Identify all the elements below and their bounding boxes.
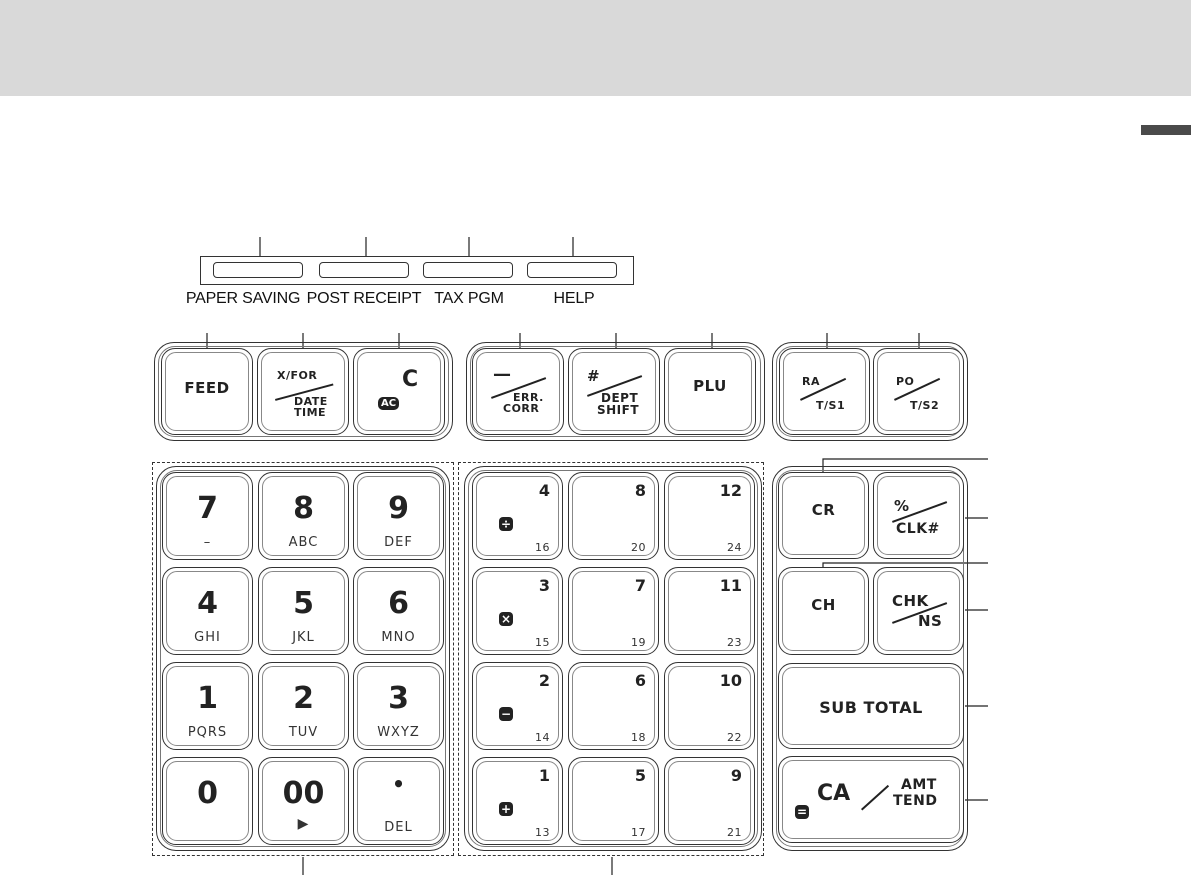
department-shift-number: 18 (631, 731, 646, 744)
dept-label: DEPT (601, 391, 639, 405)
operator-icon: + (500, 802, 512, 816)
operator-icon: ÷ (500, 517, 512, 531)
feed-key[interactable] (161, 348, 253, 435)
tend-label: TEND (893, 793, 938, 809)
numeric-key-9[interactable] (353, 662, 444, 750)
chk-label: CHK (892, 592, 929, 610)
paper-saving-slot[interactable] (213, 262, 303, 278)
department-shift-number: 16 (535, 541, 550, 554)
amt-label: AMT (901, 777, 937, 793)
department-shift-number: 14 (535, 731, 550, 744)
err-label: ERR. (513, 391, 544, 404)
department-key-10[interactable] (472, 757, 563, 845)
numeric-key-3[interactable] (353, 472, 444, 560)
time-label: TIME (294, 406, 327, 419)
post-receipt-label: POST RECEIPT (306, 290, 422, 307)
numeric-key-sub: GHI (194, 630, 221, 645)
department-number: 11 (719, 576, 742, 595)
plu-label: PLU (693, 377, 727, 395)
department-shift-number: 23 (727, 636, 742, 649)
numeric-key-main: 3 (388, 681, 409, 716)
xfor-label: X/FOR (277, 369, 318, 382)
shift-label: SHIFT (597, 403, 640, 417)
cr-label: CR (811, 501, 836, 519)
subtotal-key[interactable] (778, 663, 964, 749)
department-number: 9 (730, 766, 742, 785)
paper-saving-label: PAPER SAVING (185, 290, 301, 307)
numeric-key-sub: PQRS (187, 725, 228, 740)
slot-button-strip (200, 256, 634, 285)
numeric-key-sub: MNO (381, 630, 416, 645)
department-key-4[interactable] (472, 567, 563, 655)
numeric-key-main: 4 (197, 586, 218, 621)
ts1-label: T/S1 (816, 399, 846, 412)
subtotal-label: SUB TOTAL (819, 698, 923, 717)
department-key-12[interactable] (664, 757, 755, 845)
cr-key[interactable] (778, 472, 869, 559)
department-number: 1 (538, 766, 550, 785)
numeric-key-sub: – (203, 535, 212, 550)
tax-pgm-label: TAX PGM (434, 290, 504, 307)
department-shift-number: 17 (631, 826, 646, 839)
department-key-11[interactable] (568, 757, 659, 845)
department-shift-number: 22 (727, 731, 742, 744)
department-number: 7 (634, 576, 646, 595)
department-key-7[interactable] (472, 662, 563, 750)
numeric-key-main: 7 (197, 491, 218, 526)
clear-label: C (402, 367, 419, 392)
date-label: DATE (294, 395, 328, 408)
key-divider (861, 785, 889, 810)
po-label: PO (896, 375, 915, 388)
numeric-key-8[interactable] (258, 662, 349, 750)
ns-label: NS (918, 612, 943, 630)
chk-ns-key[interactable] (873, 567, 964, 655)
numeric-key-main: 2 (293, 681, 314, 716)
plu-key[interactable] (664, 348, 756, 435)
numeric-key-sub: DEL (384, 820, 413, 835)
numeric-key-sub: WXYZ (377, 725, 420, 740)
numeric-key-main: 00 (282, 776, 325, 811)
dept-shift-key[interactable] (568, 348, 660, 435)
numeric-key-2[interactable] (258, 472, 349, 560)
department-shift-number: 21 (727, 826, 742, 839)
feed-label: FEED (184, 379, 230, 397)
department-shift-number: 13 (535, 826, 550, 839)
numeric-key-sub: ABC (288, 535, 319, 550)
department-key-8[interactable] (568, 662, 659, 750)
ts2-label: T/S2 (910, 399, 940, 412)
department-shift-number: 19 (631, 636, 646, 649)
numeric-key-main: 0 (197, 776, 218, 811)
numeric-key-sub: JKL (292, 630, 315, 645)
ca-amt-tend-key[interactable] (778, 756, 964, 843)
numeric-key-sub: DEF (384, 535, 413, 550)
department-number: 2 (538, 671, 550, 690)
numeric-key-7[interactable] (162, 662, 253, 750)
department-number: 5 (634, 766, 646, 785)
department-shift-number: 15 (535, 636, 550, 649)
post-receipt-slot[interactable] (319, 262, 409, 278)
numeric-key-main: • (392, 772, 405, 796)
numeric-key-1[interactable] (162, 472, 253, 560)
department-key-1[interactable] (472, 472, 563, 560)
all-clear-badge: AC (378, 391, 399, 410)
xfor-date-time-key[interactable] (257, 348, 349, 435)
operator-icon: × (500, 612, 512, 626)
department-number: 10 (719, 671, 742, 690)
operator-icon: − (500, 707, 512, 721)
numeric-key-main: 1 (197, 681, 218, 716)
numeric-key-main: 8 (293, 491, 314, 526)
corr-label: CORR (503, 402, 540, 415)
department-number: 12 (719, 481, 742, 500)
department-key-2[interactable] (568, 472, 659, 560)
department-key-5[interactable] (568, 567, 659, 655)
numeric-key-main: 5 (293, 586, 314, 621)
hash-label: # (587, 367, 600, 385)
numeric-key-4[interactable] (162, 567, 253, 655)
numeric-key-5[interactable] (258, 567, 349, 655)
ch-key[interactable] (778, 567, 869, 655)
help-label: HELP (553, 290, 595, 307)
po-ts2-key[interactable] (873, 348, 964, 435)
numeric-key-sub: ▶ (297, 816, 310, 832)
minus-label: — (493, 364, 511, 385)
percent-clk-key[interactable] (873, 472, 964, 559)
help-slot[interactable] (527, 262, 617, 278)
department-shift-number: 24 (727, 541, 742, 554)
department-key-3[interactable] (664, 472, 755, 560)
numeric-key-main: 6 (388, 586, 409, 621)
numeric-key-6[interactable] (353, 567, 444, 655)
department-number: 6 (634, 671, 646, 690)
ra-ts1-key[interactable] (779, 348, 870, 435)
err-corr-key[interactable] (472, 348, 564, 435)
clk-label: CLK# (896, 521, 940, 537)
clear-key[interactable] (353, 348, 445, 435)
department-number: 4 (538, 481, 550, 500)
department-number: 3 (538, 576, 550, 595)
numeric-key-main: 9 (388, 491, 409, 526)
department-key-9[interactable] (664, 662, 755, 750)
equals-icon: = (796, 805, 808, 819)
department-shift-number: 20 (631, 541, 646, 554)
numeric-key-12[interactable] (353, 757, 444, 845)
percent-label: % (894, 497, 910, 515)
tax-pgm-slot[interactable] (423, 262, 513, 278)
numeric-key-sub: TUV (288, 725, 319, 740)
numeric-key-10[interactable] (162, 757, 253, 845)
ch-label: CH (811, 596, 836, 614)
department-key-6[interactable] (664, 567, 755, 655)
ca-label: CA (817, 781, 851, 806)
numeric-key-11[interactable] (258, 757, 349, 845)
department-number: 8 (634, 481, 646, 500)
ra-label: RA (802, 375, 820, 388)
